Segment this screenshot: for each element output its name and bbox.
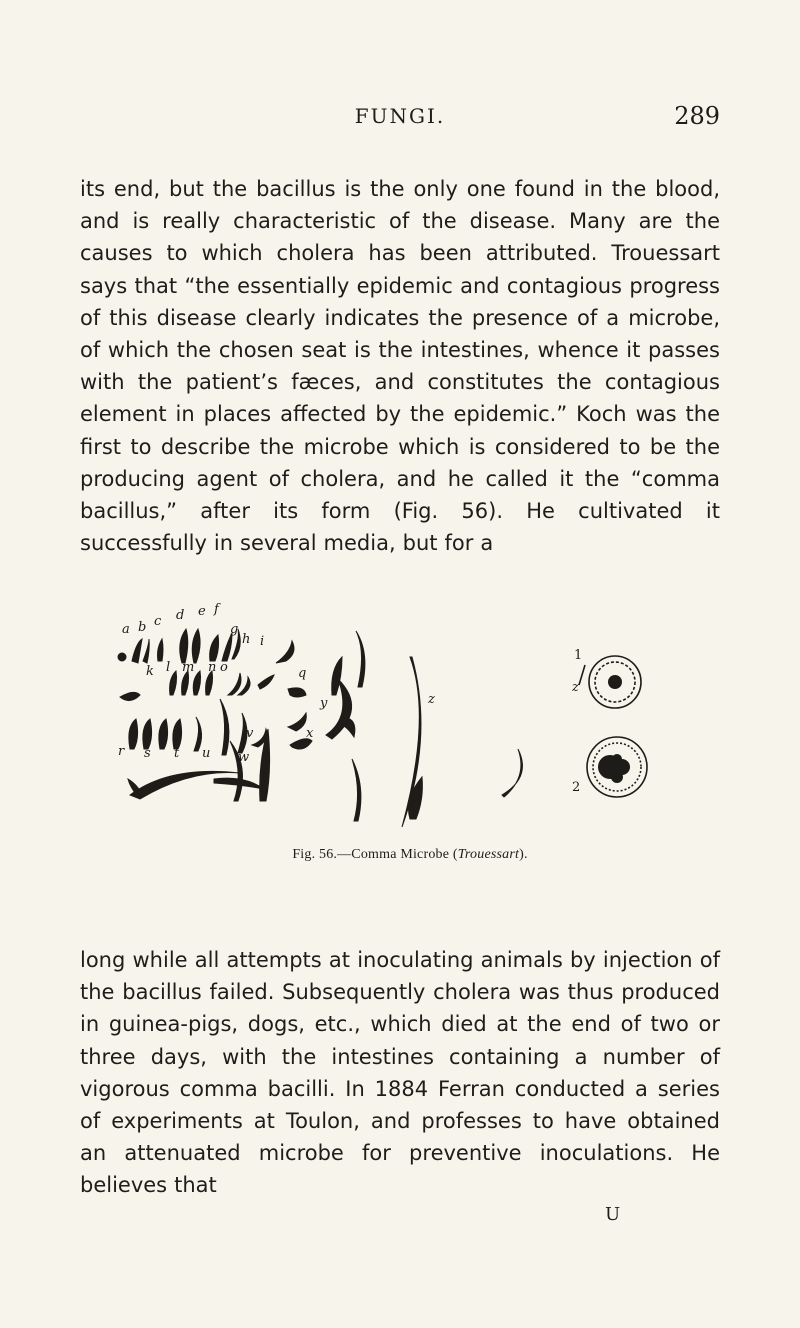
label-c: c: [154, 614, 162, 629]
comma-microbe-illustration: [110, 585, 710, 835]
page-number: 289: [674, 102, 720, 130]
label-z: z: [428, 692, 435, 707]
bacillus-shape: [120, 692, 140, 700]
filament-shape: [332, 657, 342, 695]
label-y: y: [320, 696, 328, 711]
figure-comma-microbe: [110, 585, 710, 885]
running-head-title: FUNGI.: [354, 104, 446, 128]
label-f: f: [214, 602, 219, 617]
label-d: d: [176, 608, 185, 623]
bacillus-shape: [220, 699, 229, 755]
bacillus-shape: [180, 629, 188, 663]
label-e: e: [198, 604, 206, 619]
bacillus-shape: [143, 719, 152, 749]
label-o: o: [220, 660, 228, 675]
bacillus-shape: [129, 719, 138, 749]
cluster-core: [611, 771, 623, 783]
label-a: a: [122, 622, 130, 637]
paragraph-bottom: long while all attempts at inoculating animals by injection of the bacillus failed. Subsequently cholera was thus produced in guinea-pigs, dogs, etc., which died at the end of two or three days, with the intestines containing a number of vigorous comma bacilli. In 1884 Ferran conducted a series of experiments at Toulon, and professes to have obtained an attenuated microbe for preventive inoculations. He believes that: [80, 948, 720, 1198]
label-i: i: [260, 634, 265, 649]
filament-shape: [352, 759, 361, 821]
pointer-line: [579, 665, 585, 685]
caption-author: Trouessart: [457, 847, 520, 862]
bacillus-shape: [258, 675, 274, 689]
bacillus-shape: [173, 719, 182, 749]
label-u: u: [202, 746, 211, 761]
label-h: h: [242, 632, 251, 647]
paragraph-top: its end, but the bacillus is the only one found in the blood, and is really characteristic of the disease. Many are the causes to which cholera has been attributed. Trouessart says that “the essentially epidemic and contagious progress of this disease clearly indicates the presence of a microbe, of which the chosen seat is the intestines, whence it passes with the patient’s fæces, and constitutes the contagious element in places affected by the epidemic.” Koch was the first to describe the microbe which is considered to be the producing agent of cholera, and he called it the “comma bacillus,” after its form (Fig. 56). He cultivated it successfully in several media, but for a: [80, 177, 720, 556]
label-k: k: [146, 664, 154, 679]
bacillus-shape: [193, 671, 200, 695]
signature-mark: U: [605, 1204, 621, 1225]
label-two: 2: [572, 780, 581, 795]
label-g: g: [230, 622, 239, 637]
bacillus-shape: [222, 633, 232, 661]
bacillus-shape: [210, 635, 219, 661]
figure-caption: [110, 847, 710, 863]
label-n: n: [208, 660, 217, 675]
spirillum-chain: [130, 771, 240, 799]
caption-suffix: ).: [519, 847, 528, 862]
label-v: v: [246, 726, 254, 741]
bacillus-shape: [158, 639, 164, 661]
running-head: [80, 100, 720, 134]
label-b: b: [138, 620, 147, 635]
bacillus-shape: [159, 719, 168, 749]
bacillus-shape: [132, 639, 142, 663]
bacillus-shape: [228, 673, 241, 695]
label-z2: z: [572, 680, 579, 695]
filament-shape: [326, 679, 352, 739]
label-r: r: [118, 744, 125, 759]
label-l: l: [166, 660, 171, 675]
caption-prefix: Fig. 56.—Comma Microbe (: [292, 847, 458, 862]
bacillus-shape: [194, 717, 202, 751]
filament-shape: [356, 631, 365, 687]
bacillus-shape: [192, 629, 200, 663]
bacillus-dot: [118, 653, 126, 661]
label-one: 1: [574, 648, 583, 663]
label-m: m: [182, 660, 195, 675]
filament-shape: [502, 749, 522, 797]
bacillus-shape: [276, 641, 294, 663]
bacillus-shape: [288, 688, 306, 697]
label-q: q: [298, 666, 307, 681]
label-x: x: [306, 726, 314, 741]
bacillus-shape: [143, 639, 149, 663]
label-w: w: [238, 750, 250, 765]
label-t: t: [174, 746, 180, 761]
nucleus: [608, 675, 622, 689]
bacillus-shape: [288, 713, 306, 731]
bacillus-shape: [170, 671, 177, 695]
filament-shape: [409, 777, 423, 819]
label-s: s: [144, 746, 151, 761]
cluster-core: [612, 754, 622, 764]
